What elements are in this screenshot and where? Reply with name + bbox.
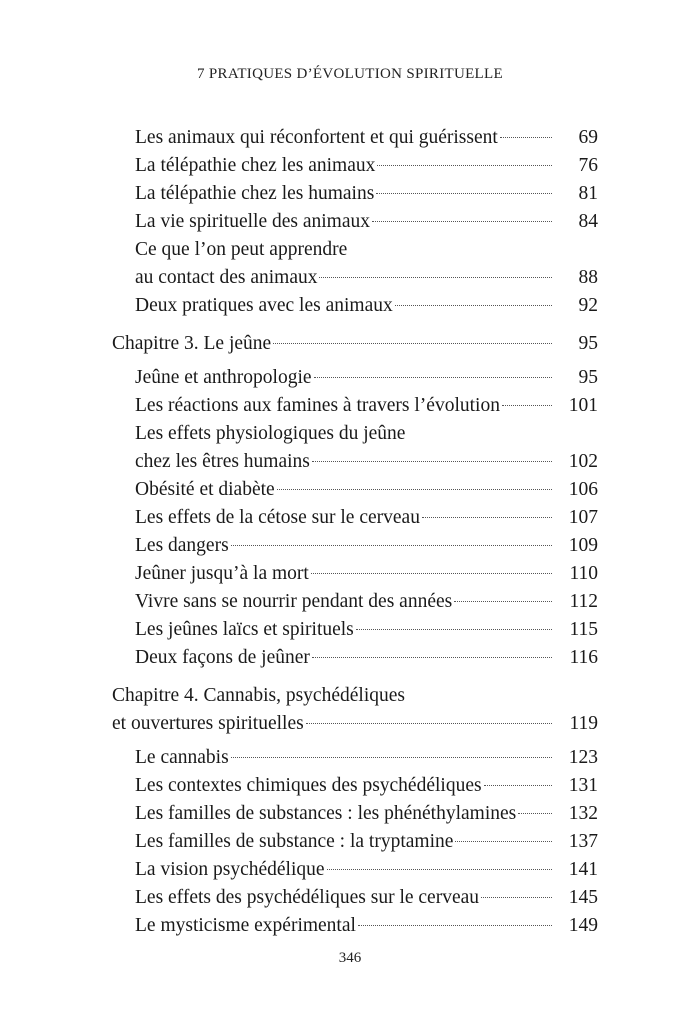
toc-chapter [112,710,598,738]
running-head: 7 PRATIQUES D’ÉVOLUTION SPIRITUELLE [197,66,503,82]
toc-entry-title: Les jeûnes laïcs et spirituels [135,619,354,640]
toc-entry-title: Les familles de substance : la tryptamine [135,831,454,852]
toc-entry-title: Vivre sans se nourrir pendant des années [135,591,453,612]
toc-entry [112,124,598,152]
toc-entry [112,364,598,392]
toc-entry-page: 106 [568,479,598,500]
toc-entry-first-line [112,420,598,448]
toc-entry-page: 137 [568,831,598,852]
toc-entry-page: 141 [568,859,598,880]
toc-entry-title: La télépathie chez les humains [135,183,375,204]
toc-entry-page: 107 [568,507,598,528]
dot-leader [231,545,552,546]
toc-entry-page: 115 [569,619,598,640]
dot-leader [395,305,552,306]
toc-entry [112,560,598,588]
toc-entry-title: Les familles de substances : les phénéthylamines [135,803,517,824]
toc-entry-page: 69 [578,127,598,148]
toc-chapter-title: Chapitre 4. Cannabis, psychédéliques [112,685,405,706]
toc-entry [112,588,598,616]
toc-entry-title: Les animaux qui réconfortent et qui guérissent [135,127,498,148]
toc-entry-page: 102 [568,451,598,472]
toc-entry-first-line [112,236,598,264]
toc-entry [112,772,598,800]
toc-entry-page: 101 [568,395,598,416]
dot-leader [377,165,552,166]
dot-leader [327,869,552,870]
toc-entry-title: La vision psychédélique [135,859,325,880]
toc-entry [112,644,598,672]
toc-entry-title: Les contextes chimiques des psychédéliques [135,775,482,796]
toc-entry-page: 123 [568,747,598,768]
toc-entry [112,912,598,940]
toc-entry [112,292,598,320]
toc-entry-title: La télépathie chez les animaux [135,155,376,176]
toc-entry [112,532,598,560]
dot-leader [312,657,552,658]
page-number: 346 [338,950,362,966]
toc-entry-page: 76 [578,155,598,176]
toc-entry-title: Les effets des psychédéliques sur le cerveau [135,887,480,908]
toc-entry [112,180,598,208]
toc-entry [112,264,598,292]
dot-leader [306,723,552,724]
toc-entry-title: Le mysticisme expérimental [135,915,356,936]
toc-entry-page: 145 [568,887,598,908]
dot-leader [277,489,552,490]
toc-chapter [112,330,598,358]
toc-entry [112,476,598,504]
toc-entry-page: 149 [568,915,598,936]
toc-entry-title: Obésité et diabète [135,479,275,500]
toc-entry-title: La vie spirituelle des animaux [135,211,371,232]
dot-leader [376,193,552,194]
toc-entry [112,616,598,644]
toc-entry-page: 132 [568,803,598,824]
toc-entry-title: Le cannabis [135,747,229,768]
toc-chapter-first-line [112,682,598,710]
dot-leader [481,897,552,898]
toc-entry [112,856,598,884]
toc-entry [112,152,598,180]
dot-leader [518,813,552,814]
toc-entry-title: Ce que l’on peut apprendre [135,239,348,260]
toc-entry [112,504,598,532]
toc-entry [112,744,598,772]
toc-entry-page: 109 [568,535,598,556]
toc-entry-title: Jeûne et anthropologie [135,367,312,388]
toc-entry-page: 88 [578,267,598,288]
toc-entry-title: Les effets de la cétose sur le cerveau [135,507,420,528]
table-of-contents [112,124,598,940]
dot-leader [500,137,552,138]
dot-leader [231,757,552,758]
dot-leader [455,841,552,842]
toc-entry-title: Deux façons de jeûner [135,647,310,668]
toc-entry [112,448,598,476]
toc-entry [112,828,598,856]
toc-entry [112,884,598,912]
toc-entry-title: Les dangers [135,535,229,556]
toc-chapter-title: Chapitre 3. Le jeûne [112,333,272,354]
toc-entry-page: 110 [569,563,598,584]
dot-leader [372,221,552,222]
toc-entry-title: chez les êtres humains [135,451,310,472]
dot-leader [502,405,552,406]
toc-entry-page: 112 [569,591,598,612]
toc-entry-page: 81 [578,183,598,204]
dot-leader [273,343,552,344]
toc-entry [112,800,598,828]
toc-chapter-title: et ouvertures spirituelles [112,713,304,734]
toc-chapter-page: 95 [578,333,598,354]
dot-leader [319,277,552,278]
dot-leader [312,461,552,462]
dot-leader [422,517,552,518]
dot-leader [358,925,552,926]
toc-entry-title: au contact des animaux [135,267,318,288]
toc-entry-page: 92 [578,295,598,316]
toc-entry-title: Deux pratiques avec les animaux [135,295,393,316]
toc-entry-page: 95 [578,367,598,388]
dot-leader [484,785,552,786]
toc-chapter-page: 119 [569,713,598,734]
dot-leader [311,573,552,574]
dot-leader [454,601,552,602]
dot-leader [314,377,552,378]
toc-entry-title: Jeûner jusqu’à la mort [135,563,309,584]
toc-entry-page: 131 [568,775,598,796]
dot-leader [356,629,552,630]
toc-entry-page: 116 [569,647,598,668]
toc-entry-title: Les réactions aux famines à travers l’évolution [135,395,500,416]
toc-entry [112,392,598,420]
toc-entry [112,208,598,236]
toc-entry-page: 84 [578,211,598,232]
toc-entry-title: Les effets physiologiques du jeûne [135,423,406,444]
